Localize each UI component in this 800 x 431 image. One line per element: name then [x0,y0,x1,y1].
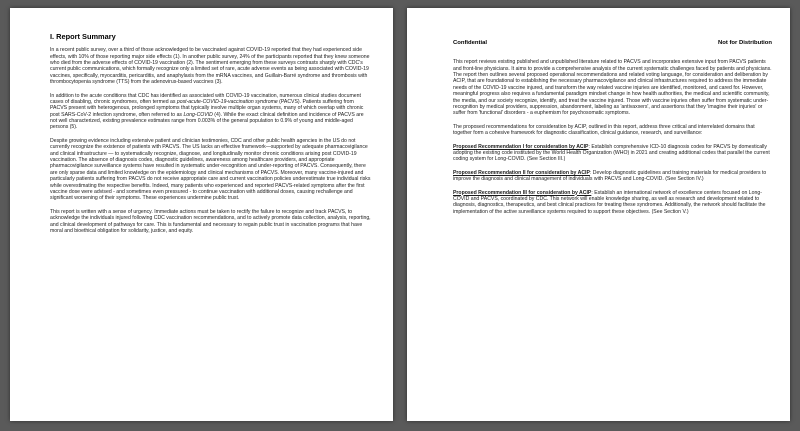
left-paragraph-3: Despite growing evidence including extensive patient and clinician testimonies, CDC and other public health agencies in the US do not currently recognize the existence of patients with PACVS. The US lacks an effective framework—supported by adequate pharmacovigilance and clinical infrastructure — to systematically recognize, diagnose, and longitudinally monitor chronic conditions arising post COVID-19 vaccination. The absence of diagnosis codes, diagnostic guidelines, awareness among healthcare providers, and appropriate pharmacovigilance surveillance systems have resulted in systematic under-recognition and under-reporting of PACVS. Consequently, there are only sparse data and limited knowledge on the epidemiology and clinical mechanisms of PACVS. Moreover, many vaccine-injured and particularly patients suffering from PACVS do not receive appropriate care and current vaccination policies underestimate true individual risks while overestimating the respective benefits. Indeed, many patients who experienced and reported PACVS-related symptoms after the first vaccine dose were advised - and sometimes even pressured - to continue vaccination with additional doses, causing rechallenge and significant worsening of their symptoms. These experiences undermine public trust. [50,137,371,202]
report-summary-heading: I. Report Summary [50,32,116,41]
left-p2-text-b: (PACVS). Patients suffering from PACVS present with heterogenous, prolonged symptoms that typically involve multiple organ systems, many of which overlap with chronic post SARS-CoV-2 infection syndrome, often referred to as [50,98,364,118]
recommendation-1-heading: Proposed Recommendation I for consideration by ACIP [453,143,589,150]
left-paragraph-1: In a recent public survey, over a third of those acknowledged to be vaccinated against COVID-19 reported that they had experienced side effects, with 10% of those reporting major side effects (1). In another public survey, 24% of the participants reported that they knew someone who died from the adverse effects of COVID-19 vaccination (2). The sentiment emerging from these surveys contrasts sharply with CDC's current public communications, which formally recognize only a limited set of rare, acute adverse events as being associated with COVID-19 vaccines, specifically, myocarditis, pericarditis, and anaphylaxis from the mRNA vaccines, and Guillain-Barré syndrome and thrombosis with thrombocytopenia syndrome (TTS) from the adenovirus-based vaccines (3). [50,47,370,86]
right-page-content [453,32,772,222]
left-p2-text-c: (4). While the exact clinical definition and incidence of PACVS are not well characterized, existing prevalence estimates range from 0.003% of the general population to 0.9% of young and middle-aged persons (5). [50,111,364,131]
right-page [407,8,790,421]
left-paragraph-4: This report is written with a sense of urgency. Immediate actions must be taken to rectify the failure to recognize and track PACVS, to acknowledge the individuals injured following CDC vaccination recommendations, and to actively promote data collection, analysis, reporting, and clinical development of pathways for care. This is fundamental and necessary to regain public trust in vaccination programs that have moral and bioethical obligation for solidarity, justice, and equity. [50,208,371,234]
recommendation-1-body: : Establish comprehensive ICD-10 diagnosis codes for PACVS by domestically adopting the existing code instituted by the World Health Organization (WHO) in 2021 and creating additional codes that parallel the current coding system for Long-COVID. (See Section III.) [453,143,770,163]
recommendation-2-body: : Develop diagnostic guidelines and training materials for medical providers to improve the diagnosis and clinical management of individuals with PACVS and Long-COVID. (See Section IV.) [453,169,767,183]
right-paragraph-2: The proposed recommendations for consideration by ACIP, outlined in this report, address three critical and interrelated domains that together form a cohesive framework for diagnostic classification, clinical guidance, research, and surveillance: [453,123,755,137]
right-paragraph-1: This report reviews existing published and unpublished literature related to PACVS and incorporates extensive input from PACVS patients and front-line physicians. It aims to provide a comprehensive analysis of the current systematic challenges faced by patients and physicians. The report then outlines several proposed operational recommendations and related voting language, for consideration and deliberation by ACIP, that are foundational to establishing the necessary pharmacovigilance and clinical infrastructures required to address the immediate needs of the COVID-19 vaccine injured, and transform the way related vaccine injuries are identified, monitored, and cared for. However, meaningful progress also requires a fundamental paradigm mindset change in how health authorities, the medical and scientific community, the media, and our society recognize, identify, and treat the vaccine injured. Those with vaccine injuries often suffer from systematic under-recognition by medical providers, suppression, abandonment, labeling as 'antivaxxers', and assertions that they 'imagine their injuries' or suffer from 'functional' disorders - a euphemism for psychosomatic symptoms. [453,59,772,117]
left-p2-emphasis-long-covid: Long-COVID [183,111,213,118]
recommendation-2 [453,170,772,183]
recommendation-2-heading: Proposed Recommendation II for consideration by ACIP [453,169,590,176]
left-page [10,8,393,421]
distribution-label: Not for Distribution [718,40,772,46]
page-header [453,40,772,47]
recommendation-3-heading: Proposed Recommendation III for consideration by ACIP [453,189,592,196]
left-p2-text-a: In addition to the acute conditions that CDC has identified as associated with COVID-19 vaccination, numerous clinical studies document cases of disabling, chronic syndromes, often termed as [50,92,361,105]
recommendation-1 [453,144,772,163]
left-p2-emphasis-pacvs: post-acute-COVID-19-vaccination syndrome [176,98,278,105]
recommendation-3-body: : Establish an international network of excellence centers focused on Long-COVID and PACVS, coordinated by CDC. This network will enable knowledge sharing, as well as research and development related to diagnosis, diagnostics, therapeutics, and best clinical practices for treating these syndromes. Additionally, the network should facilitate the implementation of the active surveillance systems required to support these objectives. (See Section V.) [453,189,766,215]
confidential-label: Confidential [453,40,488,46]
left-paragraph-2 [50,93,371,131]
left-page-content [50,32,371,241]
recommendation-3 [453,190,772,216]
